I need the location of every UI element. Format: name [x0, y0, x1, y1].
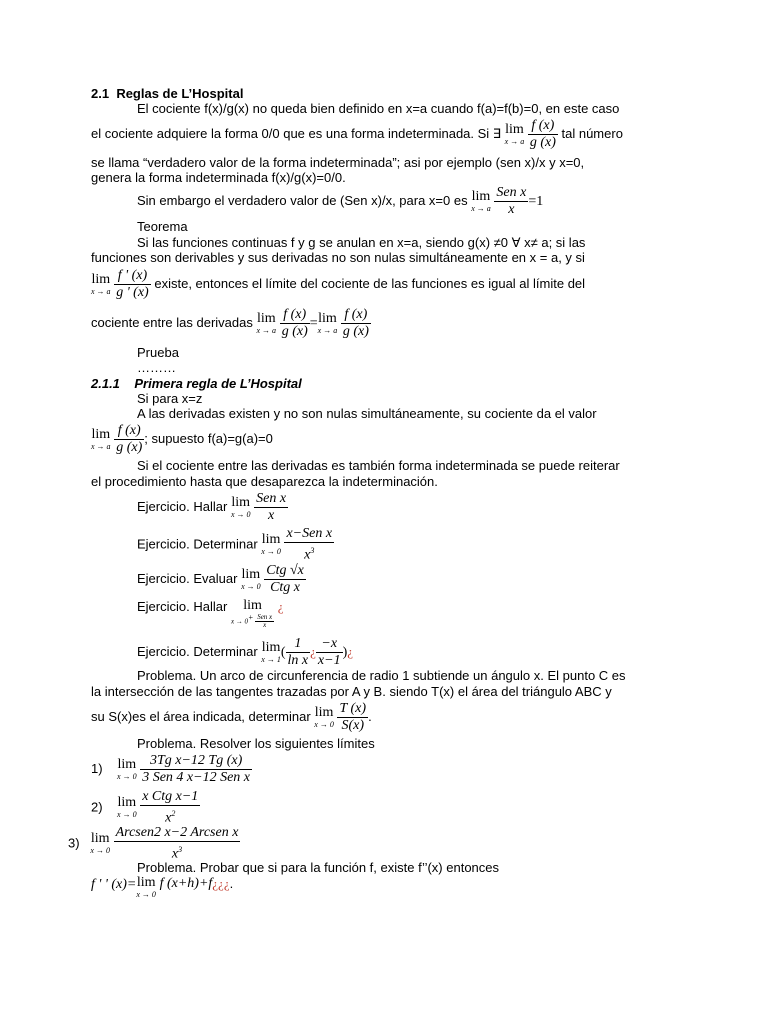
fraction-T-over-S: $\frac{T (x)}{S(x)}$: [339, 701, 367, 733]
ejercicio-label: Ejercicio. Evaluar: [137, 570, 238, 586]
teorema-line-4: [91, 307, 371, 340]
placeholder-glyph: ¿¿¿: [212, 876, 230, 891]
limit-operator: lim x → 0+ $\frac{\text{Sen x}}{x}$: [230, 598, 273, 630]
ejercicio-label: Ejercicio. Hallar: [137, 498, 228, 514]
prueba-title: Prueba: [137, 345, 179, 360]
fraction-f-over-g: $\frac{f (x)}{g (x)}$: [342, 307, 369, 339]
fraction-senx-over-x: $\frac{\text{Sen x}}{x}$: [496, 185, 527, 217]
subsection-heading: [91, 376, 302, 391]
teorema-line-4-text: cociente entre las derivadas: [91, 314, 253, 330]
fraction-senx-over-x: $\frac{\text{Sen x}}{x}$: [256, 491, 287, 523]
fraction-problem-1: $\frac{\text{3Tg x−12 Tg (x)}}{\text{3 Sen 4 x−12 Sen x}}$: [142, 753, 251, 785]
problema-3-formula: f ' ' (x)= lim x → 0 f (x+h)+f¿¿¿.: [91, 875, 234, 899]
equals-sign: =: [309, 315, 318, 331]
intro-line-1: El cociente f(x)/g(x) no queda bien definido en x=a cuando f(a)=f(b)=0, en este caso: [137, 101, 620, 116]
problema-2-item-3: [68, 825, 240, 863]
regla-line-5: el procedimiento hasta que desaparezca la indeterminación.: [91, 474, 438, 489]
ejercicio-label: Ejercicio. Hallar: [137, 599, 228, 614]
limit-operator: lim x → a: [471, 189, 491, 213]
limit-operator: lim x → 0: [230, 495, 251, 519]
section-number: 2.1: [91, 86, 110, 101]
regla-line-4: Si el cociente entre las derivadas es también forma indeterminada se puede reiterar: [137, 458, 620, 473]
problema-1-line-3-text: su S(x)es el área indicada, determinar: [91, 708, 311, 724]
item-number: 1): [91, 760, 103, 776]
teorema-line-1: Si las funciones continuas f y g se anulan en x=a, siendo g(x) ≠0 ∀ x≠ a; si las: [137, 235, 586, 250]
subsection-number: 2.1.1: [91, 376, 120, 391]
placeholder-glyph: ¿: [310, 643, 316, 659]
limit-operator: lim x → 1: [261, 640, 281, 664]
fraction-f-over-g: $\frac{f (x)}{g (x)}$: [281, 307, 308, 339]
problema-2-item-2: [91, 789, 200, 827]
section-title: Reglas de L’Hospital: [116, 86, 244, 101]
limit-operator: lim x → 0: [241, 567, 261, 591]
limit-operator: lim x → 0: [136, 875, 156, 899]
fraction-minus-x-over-x-minus-1: $\frac{-x}{x-1}$: [317, 636, 341, 668]
intro-line-2: [91, 118, 623, 151]
problema-1-line-1: Problema. Un arco de circunferencia de radio 1 subtiende un ángulo x. El punto C es: [137, 668, 626, 683]
regla-line-1: Si para x=z: [137, 391, 203, 406]
teorema-line-3: [91, 268, 585, 301]
ejercicio-label: Ejercicio. Determinar: [137, 536, 258, 552]
limit-operator: lim x → a: [317, 311, 338, 335]
regla-line-3-text: ; supuesto f(a)=g(a)=0: [144, 430, 273, 446]
equals-one: =1: [528, 193, 544, 209]
problema-2-title: Problema. Resolver los siguientes límites: [137, 736, 375, 751]
fraction-problem-2: $\frac{\text{x Ctg x−1}}{x^2}$: [142, 789, 199, 826]
section-heading: [91, 86, 243, 101]
subsection-title: Primera regla de L’Hospital: [134, 376, 302, 391]
fpp-tail: f (x+h)+f: [159, 876, 213, 891]
teorema-title: Teorema: [137, 219, 188, 234]
intro-line-2a: el cociente adquiere la forma 0/0 que es una forma indeterminada. Si ∃: [91, 125, 502, 141]
prueba-dots: ………: [137, 360, 176, 375]
ejercicio-3: [137, 563, 306, 596]
fpp-term: f ' ' (x)=: [91, 877, 137, 892]
ejercicio-5: Ejercicio. Determinar lim x → 1 ( $\frac{1}{\text{ln x}}$ ¿ $\frac{-x}{x-1}$ )¿: [137, 636, 354, 668]
problema-1-line-3: su S(x)es el área indicada, determinar lim x → 0 $\frac{T (x)}{S(x)}$ .: [91, 701, 372, 733]
limit-operator: lim x → 0: [90, 831, 110, 856]
sin-embargo-text: Sin embargo el verdadero valor de (Sen x)/x, para x=0 es: [137, 192, 468, 208]
fraction-f-over-g: $\frac{f (x)}{g (x)}$: [116, 423, 143, 455]
limit-operator: lim x → 0: [261, 532, 281, 557]
item-number: 3): [68, 835, 80, 851]
ejercicio-4: [137, 599, 284, 629]
regla-line-2: A las derivadas existen y no son nulas simultáneamente, su cociente da el valor: [137, 406, 597, 421]
problema-3-text: Problema. Probar que si para la función f, existe f’’(x) entonces: [137, 860, 500, 875]
item-number: 2): [91, 799, 103, 815]
problema-2-item-1: [91, 753, 252, 786]
limit-operator: lim x → a: [91, 427, 111, 451]
limit-operator: lim x → a: [91, 272, 111, 296]
intro-line-4: genera la forma indeterminada f(x)/g(x)=0/0.: [91, 170, 346, 185]
fraction-ctg-sqrt-over-ctg: $\frac{\text{Ctg √x}}{\text{Ctg x}}$: [266, 563, 304, 595]
placeholder-glyph: ¿: [347, 643, 354, 659]
limit-operator: lim x → 0: [117, 757, 137, 781]
teorema-line-3-text: existe, entonces el límite del cociente de las funciones es igual al límite del: [154, 275, 586, 291]
sin-embargo-line: [137, 185, 543, 218]
teorema-line-2: funciones son derivables y sus derivadas no son nulas simultáneamente en x = a, y si: [91, 250, 585, 265]
limit-operator: lim x → a: [256, 311, 277, 335]
fraction-one-over-lnx: $\frac{1}{\text{ln x}}$: [287, 636, 309, 668]
ejercicio-1: [137, 491, 288, 524]
fraction-problem-3: $\frac{\text{Arcsen2 x−2 Arcsen x}}{x^3}$: [115, 825, 239, 862]
fraction-x-minus-senx-over-x3: $\frac{\text{x−Sen x}}{x^3}$: [286, 526, 333, 563]
fraction-fprime-over-gprime: $\frac{f ' (x)}{g ' (x)}$: [116, 268, 149, 300]
limit-operator: lim x → 0: [117, 795, 137, 820]
limit-operator: lim x → 0: [314, 705, 334, 729]
ejercicio-2: [137, 526, 334, 564]
limit-operator: lim x → a: [504, 122, 525, 146]
intro-line-3: se llama “verdadero valor de la forma indeterminada”; asi por ejemplo (sen x)/x y x=0,: [91, 155, 585, 170]
problema-1-line-2: la intersección de las tangentes trazadas por A y B. siendo T(x) el área del triángulo ABC y: [91, 684, 612, 699]
fraction-f-over-g: $\frac{f (x)}{g (x)}$: [529, 118, 556, 150]
placeholder-glyph: ¿: [277, 599, 284, 614]
intro-line-2b: tal número: [561, 125, 623, 141]
ejercicio-label: Ejercicio. Determinar: [137, 643, 258, 659]
regla-line-3: [91, 423, 273, 456]
